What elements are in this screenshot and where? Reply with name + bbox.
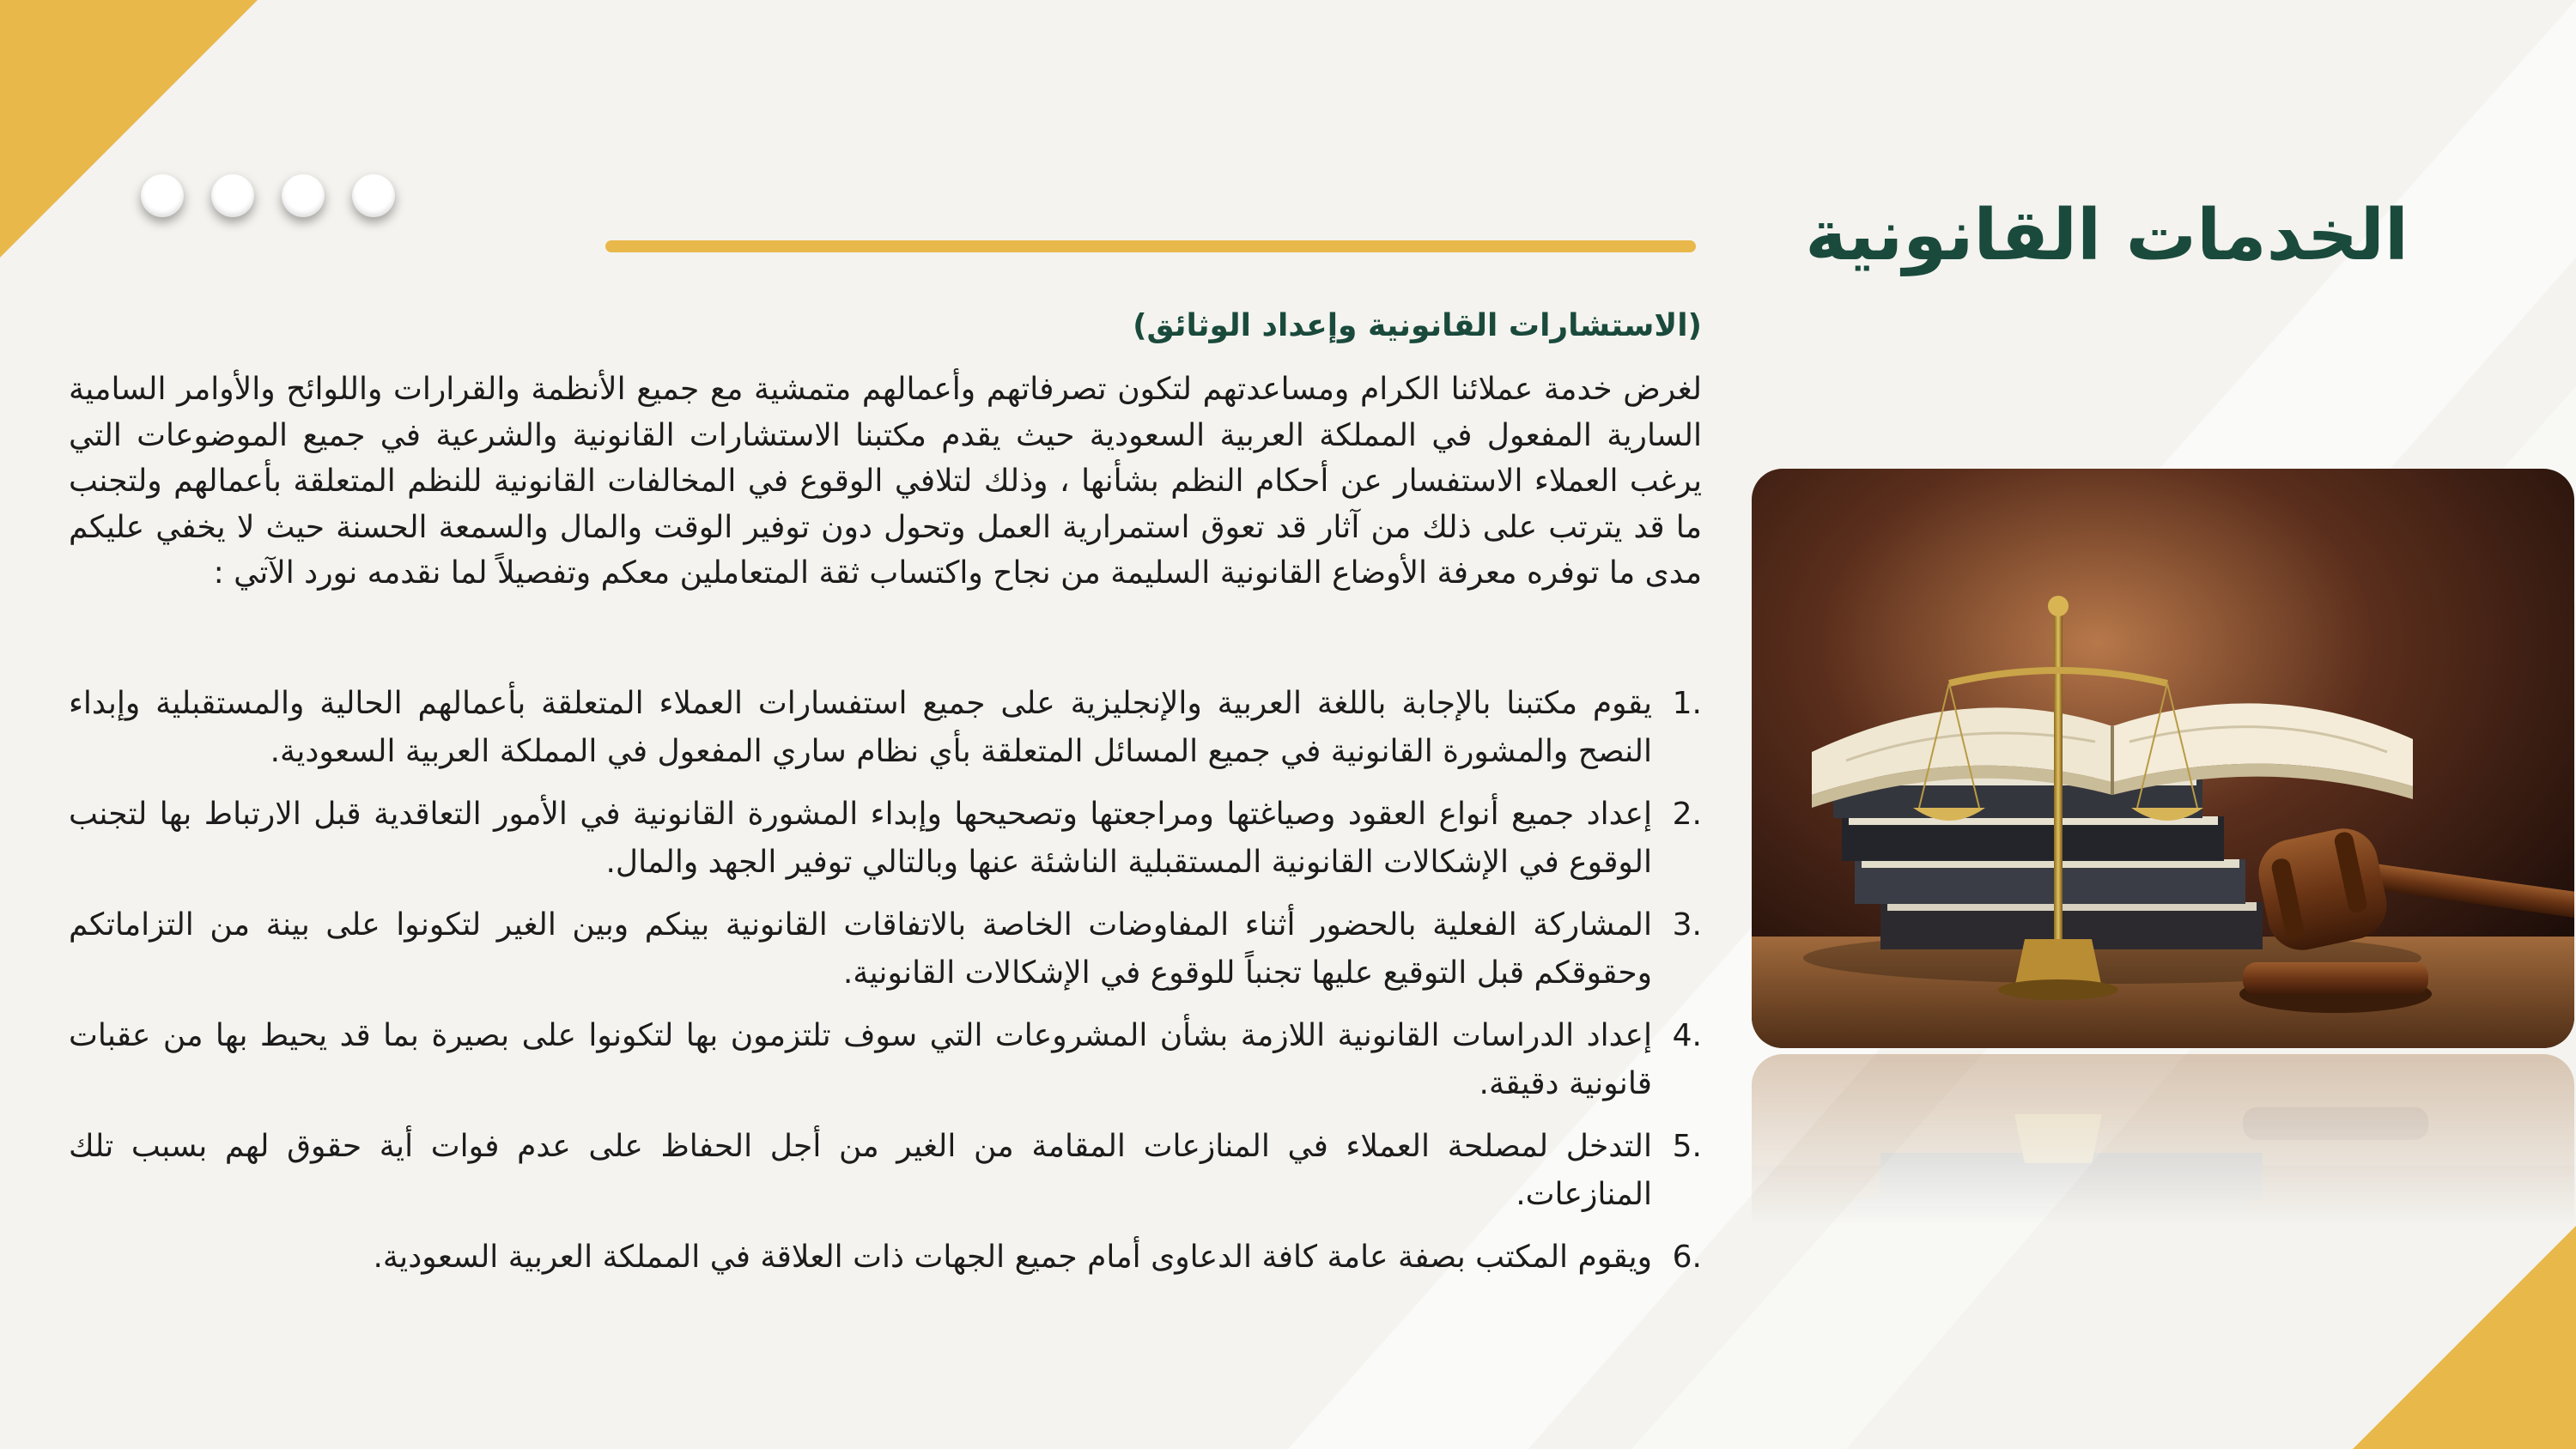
- service-number: 2.: [1672, 797, 1702, 832]
- decorative-dot: [352, 174, 395, 217]
- service-number: 3.: [1672, 907, 1702, 943]
- service-item: [69, 680, 1702, 776]
- decorative-dot: [282, 174, 325, 217]
- section-subtitle: (الاستشارات القانونية وإعداد الوثائق): [1133, 308, 1702, 343]
- service-text: إعداد الدراسات القانونية اللازمة بشأن المشروعات التي سوف تلتزمون بها لتكونوا على بصيرة بما قد يحيط بها من عقبات قانونية دقيقة.: [69, 1018, 1652, 1101]
- service-item: [69, 1012, 1702, 1108]
- title-underline: [605, 240, 1696, 252]
- service-item: [69, 901, 1702, 997]
- service-number: 1.: [1672, 686, 1702, 721]
- service-item: [69, 1123, 1702, 1219]
- service-number: 5.: [1672, 1129, 1702, 1164]
- decorative-dot: [211, 174, 254, 217]
- service-text: إعداد جميع أنواع العقود وصياغتها ومراجعتها وتصحيحها وإبداء المشورة القانونية في الأمور التعاقدية قبل الارتباط بها لتجنب الوقوع في الإشكالات القانونية المستقبلية الناشئة عنها وبالتالي توفير الجهد والمال.: [69, 797, 1652, 880]
- service-text: المشاركة الفعلية بالحضور أثناء المفاوضات الخاصة بالاتفاقات القانونية بينكم وبين الغير لتكونوا على بينة من التزاماتكم وحقوقكم قبل التوقيع عليها تجنباً للوقوع في الإشكالات القانونية.: [69, 907, 1652, 991]
- service-text: التدخل لمصلحة العملاء في المنازعات المقامة من الغير من أجل الحفاظ على عدم فوات أية حقوق لهم بسبب تلك المنازعات.: [69, 1129, 1652, 1212]
- service-text: ويقوم المكتب بصفة عامة كافة الدعاوى أمام جميع الجهات ذات العلاقة في المملكة العربية السعودية.: [373, 1240, 1652, 1275]
- page-title: الخدمات القانونية: [1805, 195, 2409, 276]
- service-number: 6.: [1672, 1240, 1702, 1275]
- service-item: [69, 1234, 1702, 1282]
- service-item: [69, 791, 1702, 887]
- photo-reflection: [1752, 1054, 2574, 1226]
- law-books-scales-gavel-photo: [1752, 469, 2574, 1048]
- decorative-dots: [141, 174, 395, 217]
- service-text: يقوم مكتبنا بالإجابة باللغة العربية والإنجليزية على جميع استفسارات العملاء المتعلقة بأعمالهم الحالية والمستقبلية وإبداء النصح والمشورة القانونية في جميع المسائل المتعلقة بأي نظام ساري المفعول في المملكة العربية السعودية.: [69, 686, 1652, 769]
- services-list: [69, 680, 1702, 1296]
- decorative-dot: [141, 174, 184, 217]
- intro-paragraph: لغرض خدمة عملائنا الكرام ومساعدتهم لتكون تصرفاتهم وأعمالهم متمشية مع جميع الأنظمة والقرارات واللوائح والأوامر السامية السارية المفعول في المملكة العربية السعودية حيث يقدم مكتبنا الاستشارات القانونية والشرعية في جميع الموضوعات التي يرغب العملاء الاستفسار عن أحكام النظم بشأنها ، وذلك لتلافي الوقوع في المخالفات القانونية للنظم المتعلقة بأعمالهم ولتجنب ما قد يترتب على ذلك من آثار قد تعوق استمرارية العمل وتحول دون توفير الوقت والمال والسمعة الحسنة حيث لا يخفي عليكم مدى ما توفره معرفة الأوضاع القانونية السليمة من نجاح واكتساب ثقة المتعاملين معكم وتفصيلاً لما نقدمه نورد الآتي :: [69, 372, 1702, 591]
- service-number: 4.: [1672, 1018, 1702, 1053]
